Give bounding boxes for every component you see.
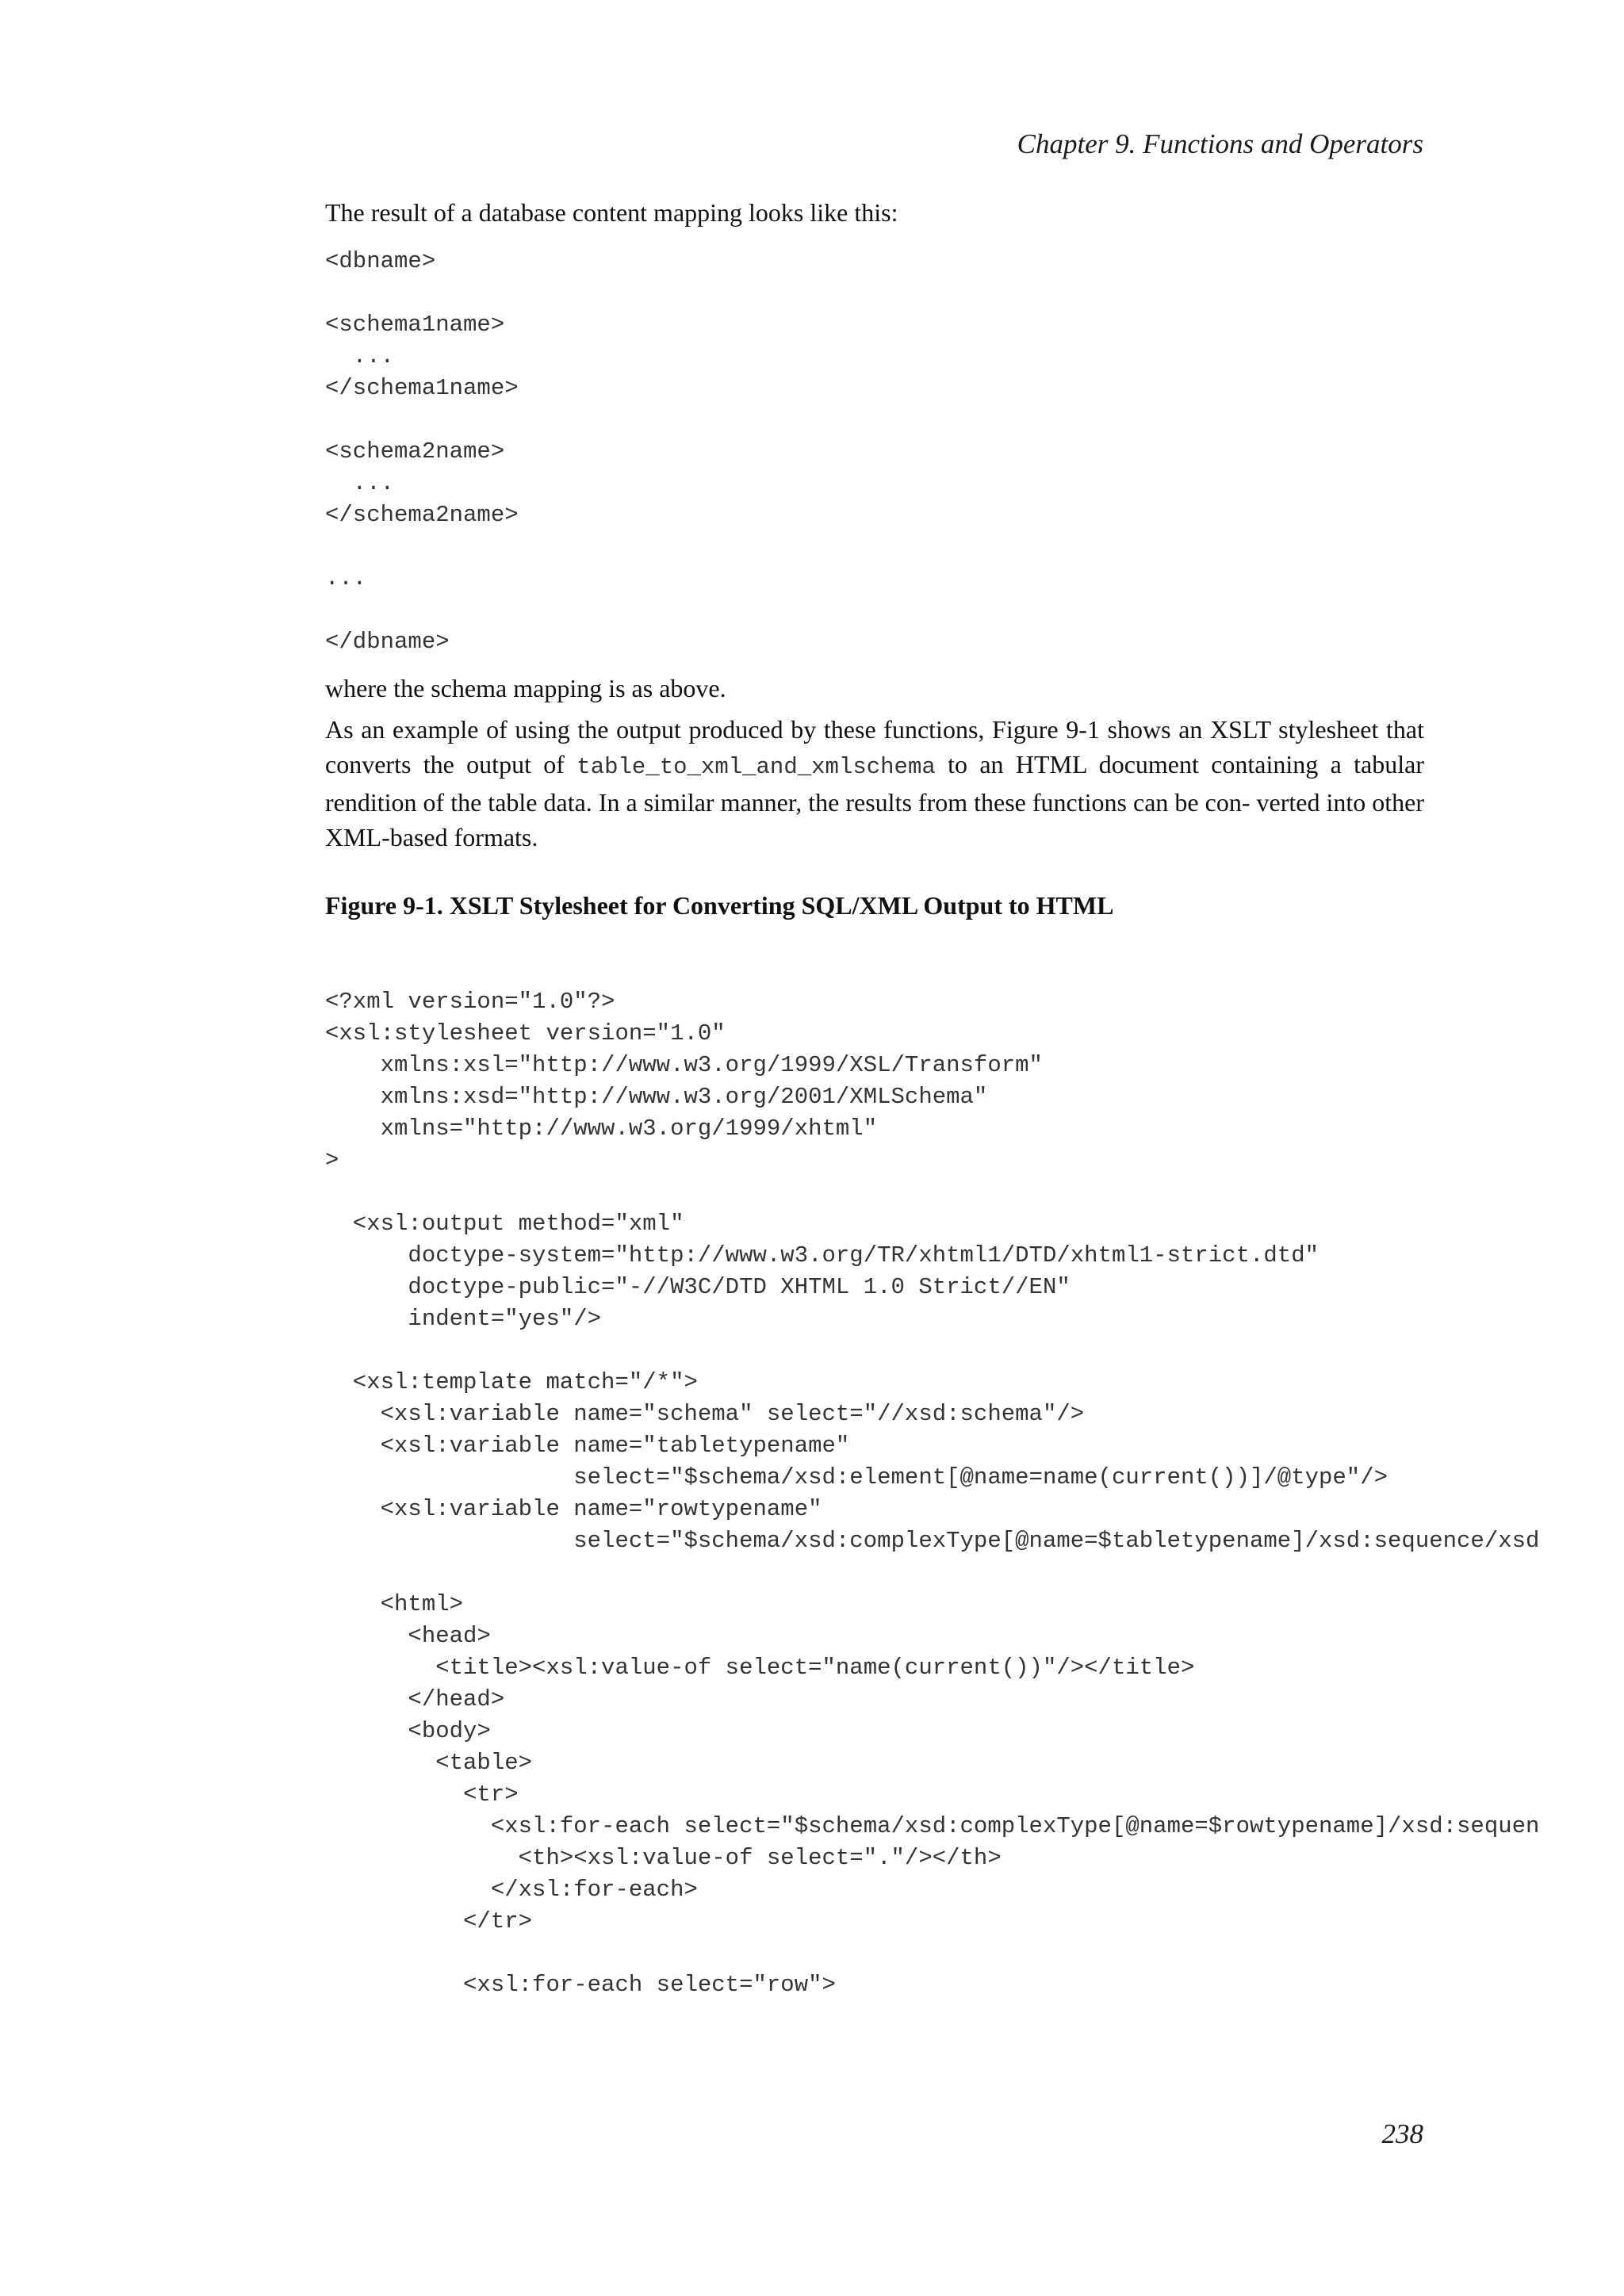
- inline-code-function: table_to_xml_and_xmlschema: [576, 754, 936, 780]
- code-line: ...: [325, 565, 367, 591]
- code-line: ...: [325, 470, 395, 496]
- code-line: <head>: [325, 1623, 491, 1649]
- code-line: doctype-public="-//W3C/DTD XHTML 1.0 Strict//EN": [325, 1274, 1071, 1300]
- example-text-part2: to an HTML document containing a tabular rendition of the table data. In a similar manner, the results from these functions can be con- verted into other XML-based formats.: [325, 750, 1425, 851]
- code-line: select="$schema/xsd:element[@name=name(current())]/@type"/>: [325, 1464, 1388, 1490]
- code-line: <?xml version="1.0"?>: [325, 989, 615, 1015]
- code-line: <body>: [325, 1718, 491, 1744]
- code-line: xmlns:xsl="http://www.w3.org/1999/XSL/Transform": [325, 1052, 1043, 1078]
- code-line: >: [325, 1147, 339, 1173]
- code-line: [325, 531, 1424, 563]
- code-line: xmlns:xsd="http://www.w3.org/2001/XMLSchema": [325, 1084, 988, 1110]
- code-line: <xsl:output method="xml": [325, 1211, 684, 1237]
- code-line: <xsl:for-each select="row">: [325, 1972, 836, 1998]
- code-line: </schema2name>: [325, 502, 519, 528]
- code-line: <html>: [325, 1591, 464, 1617]
- code-line: <schema1name>: [325, 312, 505, 338]
- code-line: [325, 1177, 1624, 1208]
- code-line: [325, 1335, 1624, 1367]
- page-content: [325, 195, 1424, 923]
- code-line: <xsl:variable name="schema" select="//xsd:schema"/>: [325, 1401, 1085, 1427]
- code-line: </xsl:for-each>: [325, 1877, 698, 1903]
- code-line: [325, 277, 1424, 309]
- code-line: [325, 1938, 1624, 1969]
- intro-paragraph: The result of a database content mapping looks like this:: [325, 198, 898, 227]
- code-line: </tr>: [325, 1908, 533, 1934]
- figure-title: Figure 9-1. XSLT Stylesheet for Converting SQL/XML Output to HTML: [325, 891, 1114, 920]
- example-paragraph: [325, 712, 1424, 855]
- code-line: <th><xsl:value-of select="."/></th>: [325, 1845, 1002, 1871]
- code-line: xmlns="http://www.w3.org/1999/xhtml": [325, 1115, 878, 1142]
- code-line: ...: [325, 343, 395, 369]
- code-line: <title><xsl:value-of select="name(current())"/></title>: [325, 1655, 1195, 1681]
- code-line: <xsl:stylesheet version="1.0": [325, 1020, 726, 1047]
- code-line: <xsl:variable name="rowtypename": [325, 1496, 822, 1522]
- code-line: select="$schema/xsd:complexType[@name=$tabletypename]/xsd:sequence/xsd: [325, 1528, 1540, 1554]
- after-paragraph: where the schema mapping is as above.: [325, 674, 726, 702]
- code-line: <schema2name>: [325, 438, 505, 465]
- mapping-code-block: [325, 246, 1424, 658]
- code-line: </schema1name>: [325, 375, 519, 401]
- code-line: <xsl:template match="/*">: [325, 1369, 698, 1395]
- example-text-part1: As an example of using the output produced by these functions, Figure 9-1 shows an XSLT stylesheet that converts the output of: [325, 715, 1424, 779]
- running-header: Chapter 9. Functions and Operators: [1017, 128, 1423, 159]
- code-line: [325, 404, 1424, 436]
- figure-code-block: [325, 986, 1624, 2001]
- code-line: </dbname>: [325, 629, 450, 655]
- code-line: <dbname>: [325, 248, 436, 274]
- code-line: <table>: [325, 1750, 533, 1776]
- code-line: </head>: [325, 1686, 505, 1712]
- code-line: <xsl:variable name="tabletypename": [325, 1433, 850, 1459]
- code-line: indent="yes"/>: [325, 1306, 602, 1332]
- code-line: [325, 1557, 1624, 1589]
- page-number: 238: [1381, 2118, 1423, 2149]
- code-line: [325, 595, 1424, 626]
- code-line: doctype-system="http://www.w3.org/TR/xhtml1/DTD/xhtml1-strict.dtd": [325, 1242, 1320, 1269]
- code-line: <tr>: [325, 1781, 519, 1808]
- code-line: <xsl:for-each select="$schema/xsd:complexType[@name=$rowtypename]/xsd:sequen: [325, 1813, 1540, 1839]
